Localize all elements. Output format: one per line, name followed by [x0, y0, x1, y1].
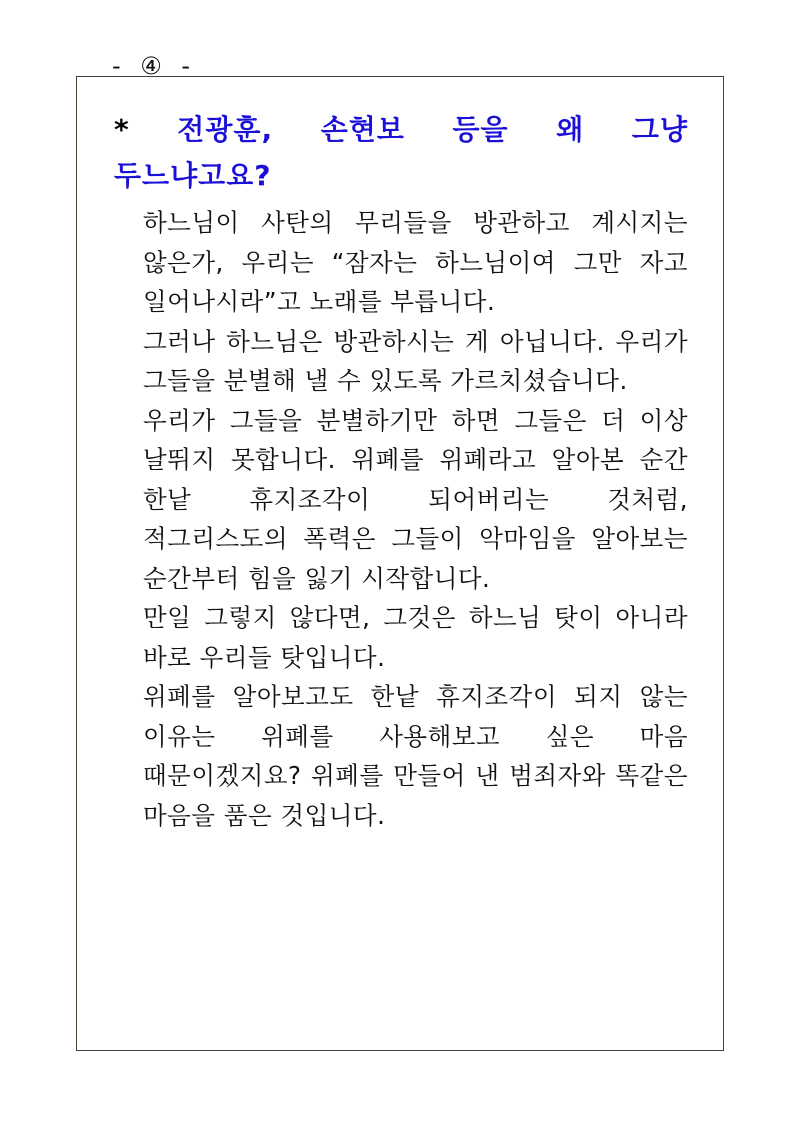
paragraph: 만일 그렇지 않다면, 그것은 하느님 탓이 아니라 바로 우리들 탓입니다.	[143, 603, 688, 672]
paragraph: 우리가 그들을 분별하기만 하면 그들은 더 이상 날뛰지 못합니다. 위폐를 위폐라고 알아본 순간 한낱 휴지조각이 되어버리는 것처럼, 적그리스도의 폭력은 그들이 악마임을 알아보는 순간부터 힘을 잃기 시작합니다.	[143, 405, 688, 593]
body-text	[143, 203, 688, 835]
section-heading	[114, 107, 688, 199]
paragraph: 하느님이 사탄의 무리들을 방관하고 계시지는 않은가, 우리는 “잠자는 하느님이여 그만 자고 일어나시라”고 노래를 부릅니다.	[143, 208, 688, 316]
paragraph: 그러나 하느님은 방관하시는 게 아닙니다. 우리가 그들을 분별해 낼 수 있도록 가르치셨습니다.	[143, 326, 688, 395]
page-number: - ④ -	[112, 52, 197, 80]
heading-marker: *	[114, 113, 130, 146]
paragraph: 위폐를 알아보고도 한낱 휴지조각이 되지 않는 이유는 위폐를 사용해보고 싶은 마음 때문이겠지요? 위폐를 만들어 낸 범죄자와 똑같은 마음을 품은 것입니다.	[143, 682, 688, 830]
heading-text: 전광훈, 손현보 등을 왜 그냥 두느냐고요?	[114, 113, 688, 192]
